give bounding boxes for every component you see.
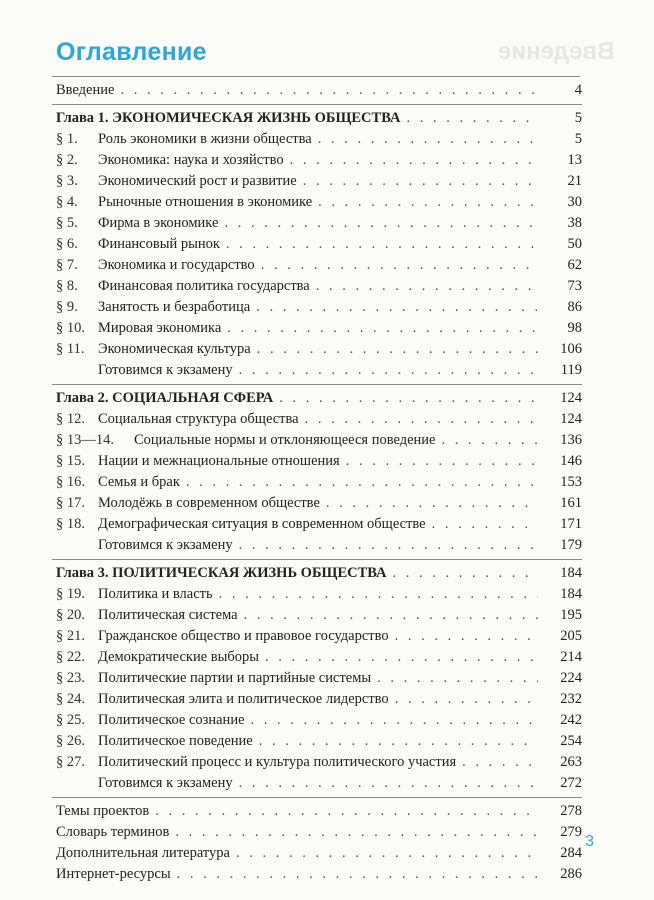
entry-page: 119 [560,362,582,378]
entry-page: 21 [567,173,582,189]
toc-entry[interactable] [56,752,582,773]
entry-title: Финансовый рынок [98,236,220,252]
toc-entry[interactable] [56,318,582,339]
leader-dots [346,451,538,472]
toc-entry-projects[interactable] [56,801,582,822]
entry-number: § 16. [56,474,85,490]
entry-number: § 24. [56,691,85,707]
leader-dots [239,535,538,556]
entry-title: Интернет-ресурсы [56,866,171,882]
leader-dots [279,388,538,409]
leader-dots [393,563,538,584]
table-of-contents [56,76,582,885]
entry-number: § 27. [56,754,85,770]
entry-title: Политические партии и партийные системы [98,670,372,686]
toc-entry[interactable] [56,234,582,255]
toc-entry[interactable] [56,584,582,605]
leader-dots [290,150,538,171]
entry-number: § 6. [56,236,78,252]
entry-page: 195 [560,607,582,623]
leader-dots [239,773,538,794]
leader-dots [120,80,538,101]
entry-title: Дополнительная литература [56,845,230,861]
entry-title: Социальные нормы и отклоняющееся поведение [134,432,436,448]
entry-page: 284 [560,845,582,861]
chapter-title: Глава 2. СОЦИАЛЬНАЯ СФЕРА [56,390,274,406]
entry-number: § 23. [56,670,85,686]
entry-title: Введение [56,82,115,98]
entry-number: § 18. [56,516,85,532]
divider [52,559,582,560]
entry-number: § 15. [56,453,85,469]
leader-dots [305,409,538,430]
chapter-page: 5 [574,110,582,126]
entry-page: 278 [560,803,582,819]
leader-dots [318,192,538,213]
entry-page: 106 [560,341,582,357]
toc-entry[interactable] [56,339,582,360]
leader-dots [155,801,538,822]
entry-title: Темы проектов [56,803,150,819]
entry-page: 184 [560,586,582,602]
divider [52,797,582,798]
entry-title: Словарь терминов [56,824,170,840]
entry-title: Гражданское общество и правовое государство [98,628,389,644]
chapter-heading[interactable] [56,388,582,409]
leader-dots [244,605,538,626]
entry-page: 153 [560,474,582,490]
toc-entry[interactable] [56,689,582,710]
leader-dots [175,822,538,843]
entry-title: Политическая система [98,607,238,623]
entry-title: Рыночные отношения в экономике [98,194,313,210]
leader-dots [259,731,538,752]
entry-number: § 2. [56,152,78,168]
entry-page: 73 [567,278,582,294]
entry-number: § 19. [56,586,85,602]
toc-entry[interactable] [56,493,582,514]
entry-page: 232 [560,691,582,707]
toc-entry[interactable] [56,171,582,192]
entry-title: Экономический рост и развитие [98,173,297,189]
entry-title: Фирма в экономике [98,215,219,231]
chapter-heading[interactable] [56,563,582,584]
toc-entry[interactable] [56,710,582,731]
entry-page: 38 [567,215,582,231]
entry-title: Политическое сознание [98,712,245,728]
leader-dots [377,668,538,689]
entry-page: 171 [560,516,582,532]
leader-dots [227,318,538,339]
page-title: Оглавление [56,38,207,66]
entry-number: § 11. [56,341,85,357]
leader-dots [303,171,538,192]
leader-dots [257,339,538,360]
leader-dots [395,626,538,647]
toc-entry[interactable] [56,647,582,668]
entry-number: § 9. [56,299,78,315]
entry-number: § 26. [56,733,85,749]
leader-dots [251,710,538,731]
entry-page: 254 [560,733,582,749]
entry-title: Готовимся к экзамену [98,362,233,378]
entry-page: 30 [567,194,582,210]
chapter-title: Глава 3. ПОЛИТИЧЕСКАЯ ЖИЗНЬ ОБЩЕСТВА [56,565,387,581]
toc-entry[interactable] [56,297,582,318]
leader-dots [432,514,538,535]
toc-entry-internet[interactable] [56,864,582,885]
toc-entry-exam[interactable] [56,360,582,381]
entry-page: 50 [567,236,582,252]
entry-page: 214 [560,649,582,665]
toc-entry[interactable] [56,668,582,689]
toc-entry[interactable] [56,192,582,213]
entry-number: § 4. [56,194,78,210]
entry-number: § 3. [56,173,78,189]
entry-page: 5 [574,131,582,147]
entry-number: § 12. [56,411,85,427]
entry-title: Роль экономики в жизни общества [98,131,312,147]
chapter-heading[interactable] [56,108,582,129]
entry-number: § 7. [56,257,78,273]
entry-page: 62 [567,257,582,273]
entry-number: § 25. [56,712,85,728]
leader-dots [462,752,538,773]
leader-dots [265,647,538,668]
toc-entry-exam[interactable] [56,535,582,556]
toc-entry[interactable] [56,255,582,276]
divider [52,384,582,385]
toc-entry[interactable] [56,213,582,234]
entry-title: Экономическая культура [98,341,251,357]
toc-entry[interactable] [56,605,582,626]
leader-dots [406,108,538,129]
entry-title: Занятость и безработица [98,299,251,315]
entry-title: Готовимся к экзамену [98,537,233,553]
leader-dots [441,430,538,451]
toc-entry[interactable] [56,409,582,430]
entry-page: 279 [560,824,582,840]
entry-page: 263 [560,754,582,770]
toc-entry[interactable] [56,129,582,150]
entry-title: Социальная структура общества [98,411,299,427]
leader-dots [318,129,538,150]
leader-dots [177,864,538,885]
entry-page: 4 [574,82,582,98]
chapter-page: 184 [560,565,582,581]
ghost-heading: Введение [497,38,614,65]
entry-number: § 5. [56,215,78,231]
entry-page: 161 [560,495,582,511]
entry-number: § 22. [56,649,85,665]
leader-dots [224,213,538,234]
toc-entry[interactable] [56,514,582,535]
entry-page: 224 [560,670,582,686]
toc-entry-exam[interactable] [56,773,582,794]
entry-title: Политическая элита и политическое лидерство [98,691,389,707]
entry-page: 86 [567,299,582,315]
leader-dots [395,689,538,710]
entry-title: Мировая экономика [98,320,222,336]
entry-page: 205 [560,628,582,644]
page-number: 3 [585,833,594,850]
entry-page: 179 [560,537,582,553]
leader-dots [236,843,538,864]
leader-dots [186,472,538,493]
entry-page: 136 [560,432,582,448]
entry-page: 146 [560,453,582,469]
toc-entry[interactable] [56,472,582,493]
entry-number: § 8. [56,278,78,294]
divider [52,104,582,105]
entry-page: 286 [560,866,582,882]
entry-title: Политика и власть [98,586,213,602]
entry-title: Финансовая политика государства [98,278,310,294]
leader-dots [256,297,538,318]
chapter-title: Глава 1. ЭКОНОМИЧЕСКАЯ ЖИЗНЬ ОБЩЕСТВА [56,110,401,126]
entry-number: § 13—14. [56,432,114,448]
entry-page: 124 [560,411,582,427]
entry-title: Демографическая ситуация в современном обществе [98,516,426,532]
entry-title: Готовимся к экзамену [98,775,233,791]
toc-entry[interactable] [56,150,582,171]
entry-page: 242 [560,712,582,728]
entry-title: Экономика и государство [98,257,255,273]
leader-dots [226,234,538,255]
toc-entry-glossary[interactable] [56,822,582,843]
entry-page: 272 [560,775,582,791]
entry-number: § 10. [56,320,85,336]
entry-title: Нации и межнациональные отношения [98,453,340,469]
leader-dots [316,276,538,297]
entry-title: Семья и брак [98,474,180,490]
entry-number: § 1. [56,131,78,147]
entry-title: Политическое поведение [98,733,253,749]
entry-number: § 20. [56,607,85,623]
toc-entry[interactable] [56,731,582,752]
entry-number: § 17. [56,495,85,511]
toc-entry[interactable] [56,430,582,451]
leader-dots [261,255,538,276]
entry-title: Молодёжь в современном обществе [98,495,320,511]
entry-page: 13 [567,152,582,168]
entry-title: Демократические выборы [98,649,259,665]
entry-page: 98 [567,320,582,336]
leader-dots [326,493,538,514]
toc-entry-intro[interactable] [56,80,582,101]
leader-dots [219,584,538,605]
toc-entry[interactable] [56,276,582,297]
toc-entry[interactable] [56,451,582,472]
toc-entry-literature[interactable] [56,843,582,864]
leader-dots [239,360,538,381]
chapter-page: 124 [560,390,582,406]
entry-number: § 21. [56,628,85,644]
entry-title: Политический процесс и культура политического участия [98,754,457,770]
entry-title: Экономика: наука и хозяйство [98,152,284,168]
toc-entry[interactable] [56,626,582,647]
